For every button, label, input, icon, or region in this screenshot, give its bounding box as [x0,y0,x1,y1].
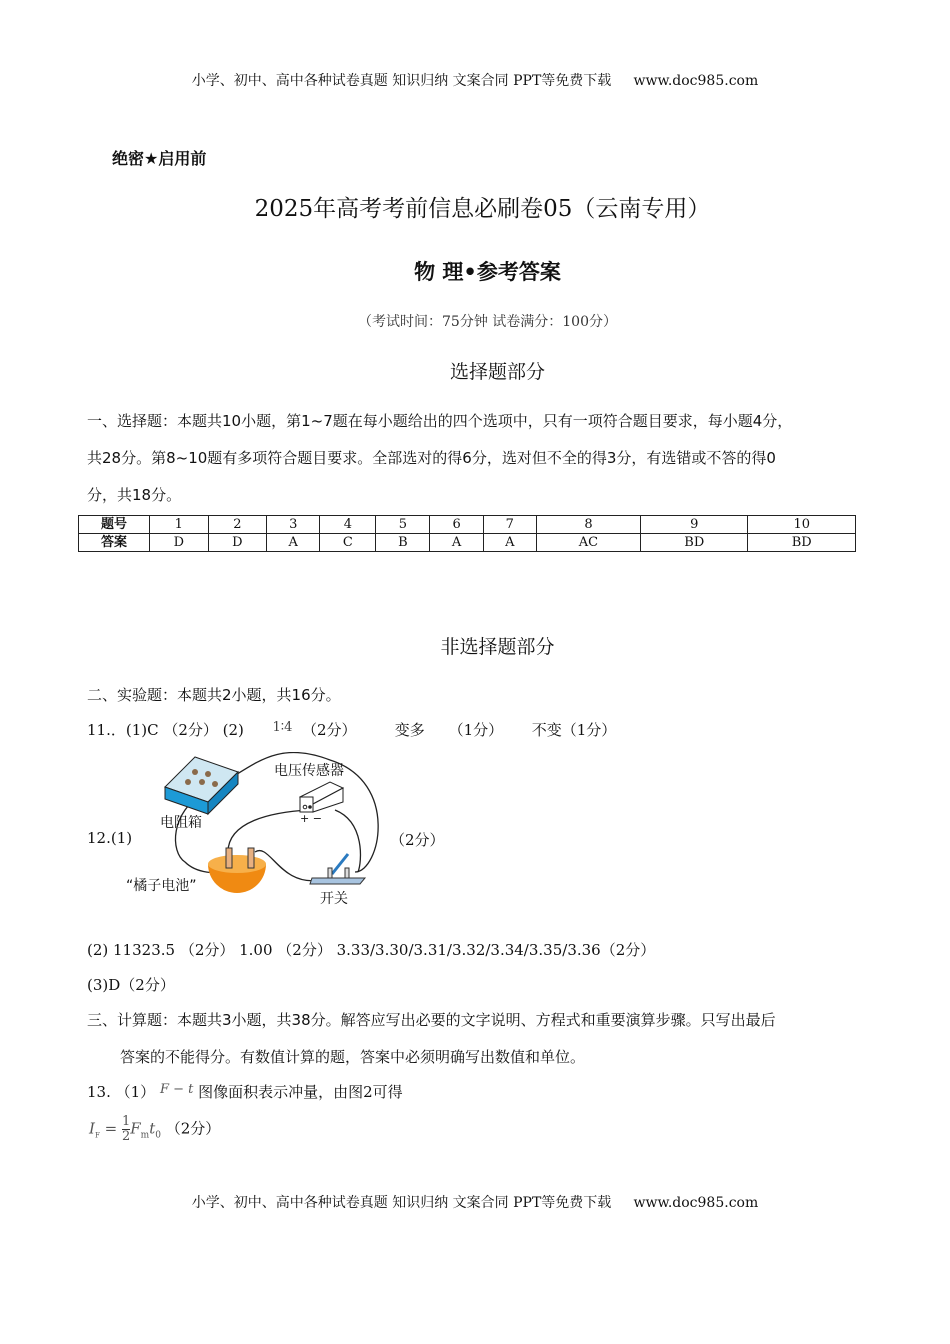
cell: A [483,534,536,552]
q13-score: （2分） [165,1119,221,1138]
resistor-box [165,757,238,814]
q12-part2: (2) 11323.5 （2分） 1.00 （2分） 3.33/3.30/3.31/3.32/3.34/3.35/3.36（2分） [87,941,656,959]
page-subtitle: 物 理•参考答案 [414,260,561,284]
page-footer [0,1192,950,1212]
cell: 3 [267,516,320,534]
table-row-numbers [79,516,856,534]
secret-label: 绝密★启用前 [112,149,207,168]
page-title: 2025年高考考前信息必刷卷05（云南专用） [254,196,711,222]
label-resistor-box: 电阻箱 [160,815,202,831]
fraction [122,1115,130,1144]
cell: 5 [376,516,430,534]
row-label: 答案 [79,534,150,552]
switch [310,854,365,884]
experiment-title: 二、实验题：本题共2小题，共16分。 [87,686,341,704]
label-orange-battery: “橘子电池” [126,878,197,894]
q13-line1 [87,1081,403,1102]
label-switch: 开关 [320,891,348,907]
eq-rhs: F [130,1119,141,1138]
eq-equals: = [104,1119,118,1138]
choice-instructions-3: 分，共18分。 [87,486,182,504]
exam-info: （考试时间：75分钟 试卷满分：100分） [358,314,617,330]
cell: BD [748,534,856,552]
row-label: 题号 [79,516,150,534]
q13-label: 13. （1） [87,1083,156,1101]
table-row-answers [79,534,856,552]
calc-instructions-1: 三、计算题：本题共3小题，共38分。解答应写出必要的文字说明、方程式和重要演算步骤。只写出最后 [87,1011,776,1029]
q11-ratio: 1∶4 [272,720,293,735]
header-text: 小学、初中、高中各种试卷真题 知识归纳 文案合同 PPT等免费下载 [191,73,612,89]
q13-text: 图像面积表示冲量，由图2可得 [198,1083,403,1101]
q11-answer3: 变多 [394,721,425,739]
q13-equation [89,1115,220,1144]
q13-ft: F − t [159,1082,194,1097]
rhs-sub: m [140,1130,150,1141]
cell: D [208,534,267,552]
eq-lhs: I [89,1119,95,1138]
cell: BD [641,534,748,552]
cell: 7 [483,516,536,534]
eq-sub: F [94,1131,100,1140]
voltage-sensor [300,782,343,812]
section-heading-nonchoice: 非选择题部分 [440,636,555,658]
page-header [0,70,950,90]
cell: 6 [430,516,483,534]
answer-table [78,515,856,552]
label-voltage-sensor: 电压传感器 [274,763,344,779]
rhs-t: t [149,1119,156,1138]
q11-label: 11.．(1)C （2分） (2) [87,721,244,739]
calc-instructions-2: 答案的不能得分。有数值计算的题，答案中必须明确写出数值和单位。 [120,1048,586,1066]
q12-label: 12.(1) [87,829,133,847]
cell: 8 [536,516,640,534]
cell: 4 [320,516,376,534]
q12-part3: (3)D（2分） [87,976,175,994]
cell: A [430,534,483,552]
footer-text: 小学、初中、高中各种试卷真题 知识归纳 文案合同 PPT等免费下载 [191,1195,612,1211]
numerator: 1 [121,1114,131,1129]
cell: 10 [748,516,856,534]
footer-url: www.doc985.com [633,1195,759,1211]
cell: 2 [208,516,267,534]
label-polarity: + − [300,812,322,825]
orange-battery [208,848,266,893]
rhs-sub2: 0 [155,1130,161,1141]
choice-instructions-1: 一、选择题：本题共10小题，第1~7题在每小题给出的四个选项中，只有一项符合题目要求，每小题4分， [87,412,793,430]
header-url: www.doc985.com [633,73,759,89]
choice-instructions-2: 共28分。第8~10题有多项符合题目要求。全部选对的得6分，选对但不全的得3分，有选错或不答的得0 [87,449,776,467]
q11-answer4: 不变（1分） [531,721,617,739]
cell: AC [536,534,640,552]
q11-score3: （1分） [448,721,504,739]
denominator: 2 [121,1129,131,1144]
q11-score: （2分） [302,721,357,739]
cell: 1 [150,516,209,534]
cell: A [267,534,320,552]
cell: D [150,534,209,552]
q12-score: （2分） [390,831,445,849]
cell: 9 [641,516,748,534]
cell: C [320,534,376,552]
q11-answer [87,719,616,740]
cell: B [376,534,430,552]
section-heading-choice: 选择题部分 [449,361,545,383]
